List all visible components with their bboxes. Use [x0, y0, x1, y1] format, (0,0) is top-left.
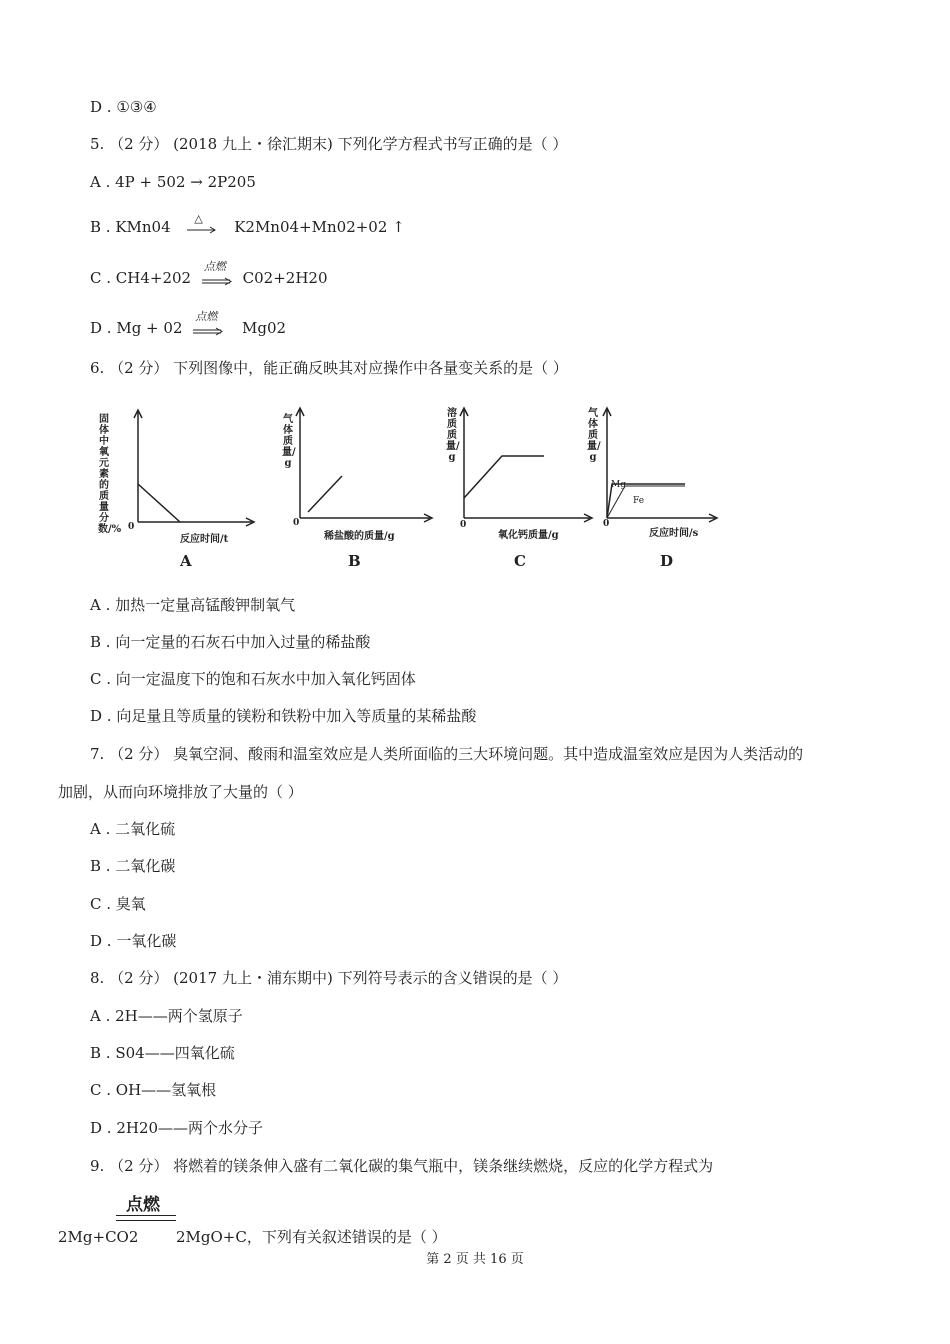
q5-stem: 5. （2 分） (2018 九上・徐汇期末) 下列化学方程式书写正确的是（ ）	[90, 135, 568, 153]
q8-option-a: A . 2H——两个氢原子	[90, 1007, 243, 1025]
graph-b	[280, 400, 440, 575]
q6-option-c: C . 向一定温度下的饱和石灰水中加入氧化钙固体	[90, 670, 416, 688]
graph-d-xlabel: 反应时间/s	[649, 528, 699, 539]
q5-option-d-left: D . Mg + 02	[90, 319, 183, 337]
graph-a-caption: A	[180, 552, 192, 570]
condition-arrow	[200, 260, 234, 289]
ignite-condition: 点燃	[195, 310, 218, 323]
graph-c-caption: C	[514, 552, 526, 570]
q7-option-a: A . 二氧化硫	[90, 820, 176, 838]
q4-option-d: D . ①③④	[90, 98, 157, 116]
condition-arrow	[191, 310, 225, 339]
graph-b-origin: 0	[293, 518, 300, 528]
q5-option-b	[90, 212, 405, 238]
graph-c-origin: 0	[460, 520, 467, 530]
q7-stem: 7. （2 分） 臭氧空洞、酸雨和温室效应是人类所面临的三大环境问题。其中造成温室效应是因为人类活动的	[90, 745, 804, 763]
graph-b-xlabel: 稀盐酸的质量/g	[324, 531, 395, 542]
graph-c-ylabel: 溶质质量/g	[446, 408, 460, 463]
q7-option-b: B . 二氧化碳	[90, 857, 176, 875]
q5-option-c	[90, 260, 328, 289]
q8-option-b: B . S04——四氧化硫	[90, 1044, 235, 1062]
q7-option-d: D . 一氧化碳	[90, 932, 177, 950]
q8-option-d: D . 2H20——两个水分子	[90, 1119, 264, 1137]
q6-option-a: A . 加热一定量高锰酸钾制氧气	[90, 596, 296, 614]
graph-d-ylabel: 气体质量/g	[587, 408, 601, 463]
q5-option-d-right: Mg02	[242, 319, 287, 337]
q5-option-a: A . 4P + 502 → 2P205	[90, 173, 256, 191]
q6-option-d: D . 向足量且等质量的镁粉和铁粉中加入等质量的某稀盐酸	[90, 707, 477, 725]
graph-a-xlabel: 反应时间/t	[180, 534, 229, 545]
graph-a-ylabel: 固体中氧元素的质量分数/%	[98, 414, 122, 535]
q5-option-d	[90, 310, 287, 339]
q5-option-b-right: K2Mn04+Mn02+02 ↑	[234, 218, 405, 236]
graph-b-caption: B	[348, 552, 361, 570]
q5-option-b-left: B . KMn04	[90, 218, 171, 236]
heat-symbol: △	[194, 212, 203, 225]
graph-d-origin: 0	[603, 519, 610, 529]
q7-option-c: C . 臭氧	[90, 895, 146, 913]
q5-option-c-right: C02+2H20	[242, 269, 328, 287]
graph-c	[440, 400, 600, 575]
ignite-condition: 点燃	[203, 260, 226, 273]
q6-stem: 6. （2 分） 下列图像中，能正确反映其对应操作中各量变关系的是（ ）	[90, 359, 568, 377]
graph-c-xlabel: 氧化钙质量/g	[498, 530, 559, 541]
q8-stem: 8. （2 分） (2017 九上・浦东期中) 下列符号表示的含义错误的是（ ）	[90, 969, 568, 987]
page-footer: 第 2 页 共 16 页	[426, 1252, 524, 1267]
q9-equals-bar	[116, 1215, 176, 1221]
q8-option-c: C . OH——氢氧根	[90, 1081, 217, 1099]
q9-ignite-condition: 点燃	[126, 1195, 160, 1215]
graph-a	[92, 400, 267, 575]
graph-b-ylabel: 气体质量/g	[282, 414, 296, 469]
condition-arrow	[185, 212, 219, 238]
q9-equation-right: 2MgO+C，下列有关叙述错误的是（ ）	[176, 1228, 447, 1246]
graph-a-origin: 0	[128, 522, 135, 532]
graph-d-mg-label: Mg	[611, 480, 626, 490]
q9-stem: 9. （2 分） 将燃着的镁条伸入盛有二氧化碳的集气瓶中，镁条继续燃烧，反应的化学方程式为	[90, 1157, 714, 1175]
graph-d-fe-label: Fe	[633, 496, 645, 506]
q5-option-c-left: C . CH4+202	[90, 269, 192, 287]
q7-stem-continued: 加剧，从而向环境排放了大量的（ ）	[58, 783, 303, 801]
q6-option-b: B . 向一定量的石灰石中加入过量的稀盐酸	[90, 633, 371, 651]
graph-d-caption: D	[660, 552, 674, 570]
graph-d	[585, 400, 735, 575]
q9-equation-left: 2Mg+CO2	[58, 1228, 139, 1246]
